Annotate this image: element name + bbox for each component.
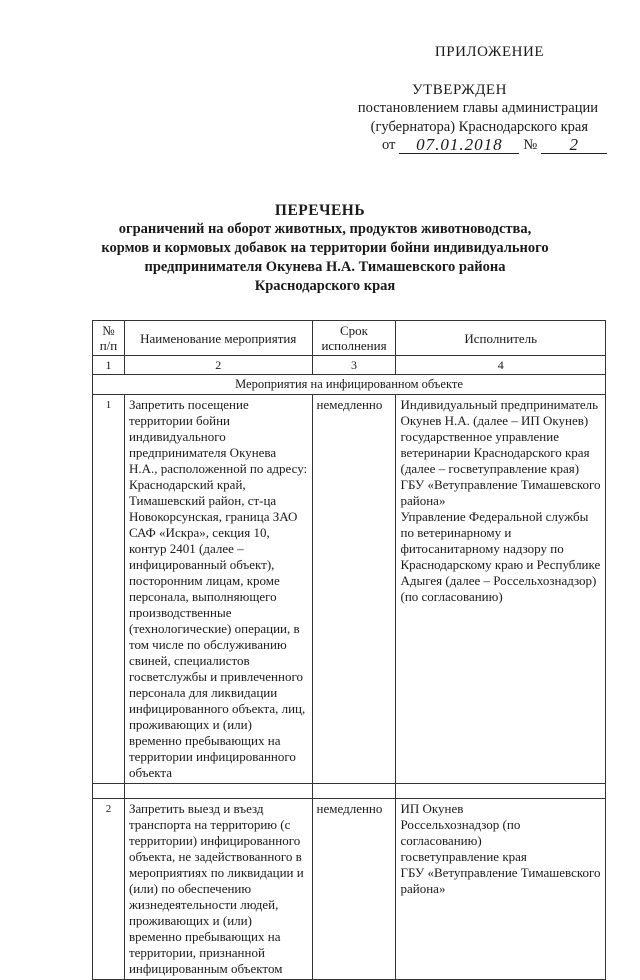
header-term: Срок исполнения: [312, 321, 396, 356]
gap-cell: [124, 784, 312, 799]
section-row: [93, 375, 606, 395]
approved-authority-line: (губернатора) Краснодарского края: [370, 119, 588, 135]
approved-by-line: постановлением главы администрации: [357, 100, 598, 116]
executor-text: Индивидуальный предприниматель Окунев Н.А. (далее – ИП Окунев) государственное управление ветеринарии Краснодарского края (далее – госветуправление края) ГБУ «Ветуправление Тимашевского района» Управление Федеральной службы по ветеринарному и фитосанитарному надзору по Краснодарскому краю и Республике Адыгея (далее – Россельхознадзор) (по согласованию): [396, 395, 606, 784]
measure-text: Запретить посещение территории бойни индивидуального предпринимателя Окунева Н.А., расположенной по адресу: Краснодарский край, Тимашевский район, ст-ца Новокорсунская, граница ЗАО САФ «Искра», секция 10, контур 2401 (далее – инфицированный объект), посторонним лицам, кроме персонала, выполняющего производственные (технологические) операции, в том числе по обслуживанию свиней, специалистов госветслужбы и привлеченного персонала для ликвидации инфицированного объекта, лиц, проживающих и (или) временно пребывающих на территории инфицированного объекта: [124, 395, 312, 784]
approved-label: УТВЕРЖДЕН: [412, 82, 507, 98]
term-text: немедленно: [312, 799, 396, 980]
term-text: немедленно: [312, 395, 396, 784]
measures-table: [92, 320, 606, 980]
section-title: Мероприятия на инфицированном объекте: [93, 375, 606, 395]
gap-cell: [93, 784, 125, 799]
column-number: 3: [312, 356, 396, 375]
number-label: №: [523, 137, 538, 153]
decree-date-number: [382, 136, 607, 154]
table-row: [93, 799, 606, 980]
from-label: от: [382, 137, 396, 153]
row-number: 1: [93, 395, 125, 784]
gap-cell: [312, 784, 396, 799]
table-header-row: [93, 321, 606, 356]
document-title: ПЕРЕЧЕНЬ: [274, 202, 366, 219]
gap-cell: [396, 784, 606, 799]
header-measure: Наименование мероприятия: [124, 321, 312, 356]
appendix-label: ПРИЛОЖЕНИЕ: [434, 44, 544, 60]
decree-date: 07.01.2018: [399, 136, 519, 154]
column-number: 4: [396, 356, 606, 375]
decree-number: 2: [541, 136, 607, 154]
column-number: 2: [124, 356, 312, 375]
executor-text: ИП Окунев Россельхознадзор (по согласованию) госветуправление края ГБУ «Ветуправление Тимашевского района»: [396, 799, 606, 980]
document-subtitle: ограничений на оборот животных, продуктов животноводства, кормов и кормовых добавок на территории бойни индивидуального предпринимателя Окунева Н.А. Тимашевского района Краснодарского края: [101, 221, 549, 294]
header-executor: Исполнитель: [396, 321, 606, 356]
measure-text: Запретить выезд и въезд транспорта на территорию (с территории) инфицированного объекта, не задействованного в мероприятиях по ликвидации и (или) по обеспечению жизнедеятельности людей, проживающих и (или) временно пребывающих на территории, признанной инфицированным объектом: [124, 799, 312, 980]
column-number: 1: [93, 356, 125, 375]
row-gap: [93, 784, 606, 799]
row-number: 2: [93, 799, 125, 980]
header-number: № п/п: [93, 321, 125, 356]
table-row: [93, 395, 606, 784]
column-number-row: [93, 356, 606, 375]
